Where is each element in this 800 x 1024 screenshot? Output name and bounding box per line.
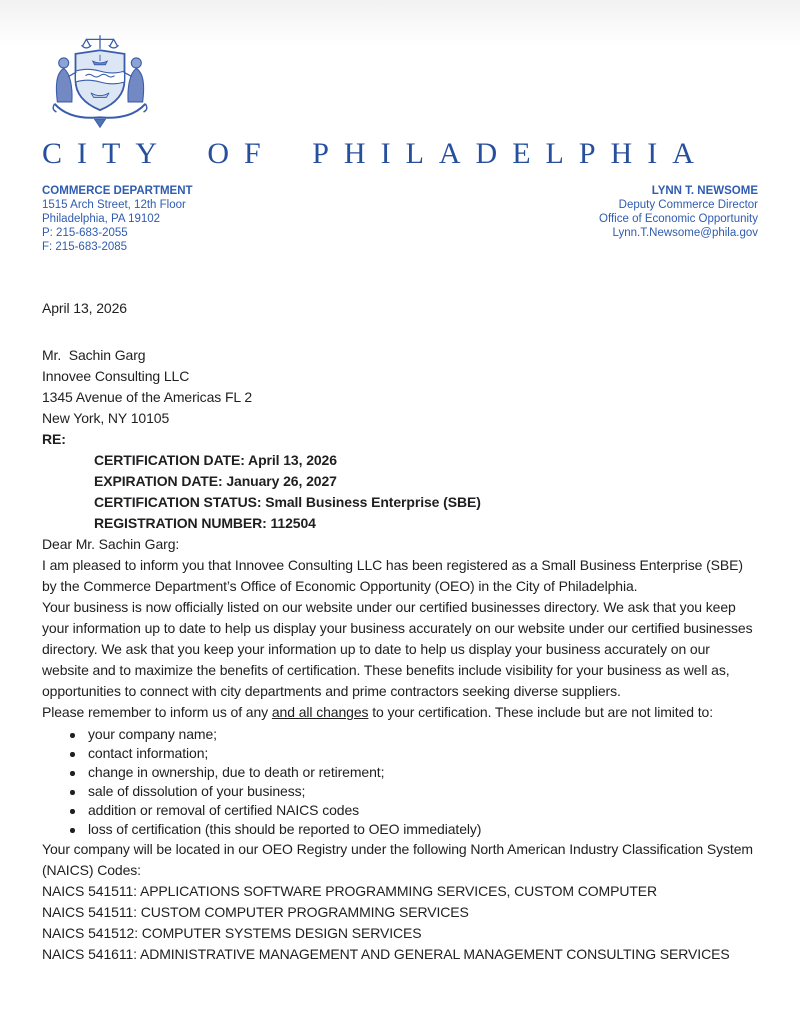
registration-number: REGISTRATION NUMBER: 112504 bbox=[94, 515, 316, 531]
re-label: RE: bbox=[42, 431, 66, 447]
paragraph-changes-suffix: to your certification. These include but are not limited to: bbox=[368, 704, 714, 720]
certification-status: CERTIFICATION STATUS: Small Business Enterprise (SBE) bbox=[94, 494, 481, 510]
department-name: COMMERCE DEPARTMENT bbox=[42, 185, 193, 197]
recipient-street: 1345 Avenue of the Americas FL 2 bbox=[42, 389, 253, 405]
certification-date: CERTIFICATION DATE: April 13, 2026 bbox=[94, 452, 337, 468]
signer-title: Deputy Commerce Director bbox=[618, 199, 758, 211]
paragraph-directory: Your business is now officially listed on our website under our certified businesses directory. We ask that you keep your information up to date to help us display your business accurately on our website under our certified businesses directory. We ask that you keep your information up to date to help us display your business accurately on our website and to maximize the benefits of certification. These benefits include visibility for your business as well as, opportunities to connect with city departments and prime contractors seeking diverse suppliers. bbox=[42, 599, 753, 699]
city-title: CITY OF PHILADELPHIA bbox=[42, 137, 709, 170]
department-fax: F: 215-683-2085 bbox=[42, 241, 128, 253]
list-item-company-name: your company name; bbox=[42, 725, 758, 744]
naics-code-line: NAICS 541511: APPLICATIONS SOFTWARE PROGRAMMING SERVICES, CUSTOM COMPUTER bbox=[42, 883, 658, 899]
recipient-address bbox=[42, 345, 758, 429]
paragraph-changes bbox=[42, 702, 758, 723]
re-block bbox=[42, 429, 758, 534]
department-address-line2: Philadelphia, PA 19102 bbox=[42, 213, 161, 225]
recipient-company: Innovee Consulting LLC bbox=[42, 368, 190, 384]
department-phone: P: 215-683-2055 bbox=[42, 227, 128, 239]
paragraph-registered: I am pleased to inform you that Innovee Consulting LLC has been registered as a Small Business Enterprise (SBE) by the Commerce Department’s Office of Economic Opportunity (OEO) in the City of Philadelphia. bbox=[42, 557, 743, 594]
signer-office: Office of Economic Opportunity bbox=[599, 213, 758, 225]
signer-name: LYNN T. NEWSOME bbox=[651, 185, 758, 197]
list-item-naics-change: addition or removal of certified NAICS codes bbox=[42, 801, 758, 820]
list-item-contact-info: contact information; bbox=[42, 744, 758, 763]
expiration-date: EXPIRATION DATE: January 26, 2027 bbox=[94, 473, 337, 489]
signer-email: Lynn.T.Newsome@phila.gov bbox=[612, 227, 758, 239]
underlined-phrase: and all changes bbox=[271, 704, 369, 720]
changes-list bbox=[42, 725, 758, 839]
naics-code-line: NAICS 541611: ADMINISTRATIVE MANAGEMENT AND GENERAL MANAGEMENT CONSULTING SERVICES bbox=[42, 946, 730, 962]
letter-body bbox=[0, 298, 800, 965]
recipient-city: New York, NY 10105 bbox=[42, 410, 170, 426]
list-item-sale-dissolution: sale of dissolution of your business; bbox=[42, 782, 758, 801]
list-item-loss-certification: loss of certification (this should be reported to OEO immediately) bbox=[42, 820, 758, 839]
letterhead-contact-row bbox=[42, 184, 758, 254]
re-items bbox=[94, 450, 758, 534]
naics-intro: Your company will be located in our OEO Registry under the following North American Industry Classification System (NAICS) Codes: bbox=[42, 841, 753, 878]
recipient-name: Mr. Sachin Garg bbox=[42, 347, 146, 363]
letterhead bbox=[0, 0, 800, 254]
paragraph-changes-prefix: Please remember to inform us of any bbox=[42, 704, 272, 720]
philadelphia-seal-icon bbox=[44, 33, 156, 131]
salutation: Dear Mr. Sachin Garg: bbox=[42, 536, 180, 552]
letter-date: April 13, 2026 bbox=[42, 300, 127, 316]
department-block bbox=[42, 184, 193, 254]
list-item-ownership-change: change in ownership, due to death or retirement; bbox=[42, 763, 758, 782]
naics-code-line: NAICS 541512: COMPUTER SYSTEMS DESIGN SERVICES bbox=[42, 925, 422, 941]
naics-code-line: NAICS 541511: CUSTOM COMPUTER PROGRAMMING SERVICES bbox=[42, 904, 469, 920]
signer-block bbox=[599, 184, 758, 254]
naics-codes bbox=[42, 881, 758, 965]
department-address-line1: 1515 Arch Street, 12th Floor bbox=[42, 199, 186, 211]
